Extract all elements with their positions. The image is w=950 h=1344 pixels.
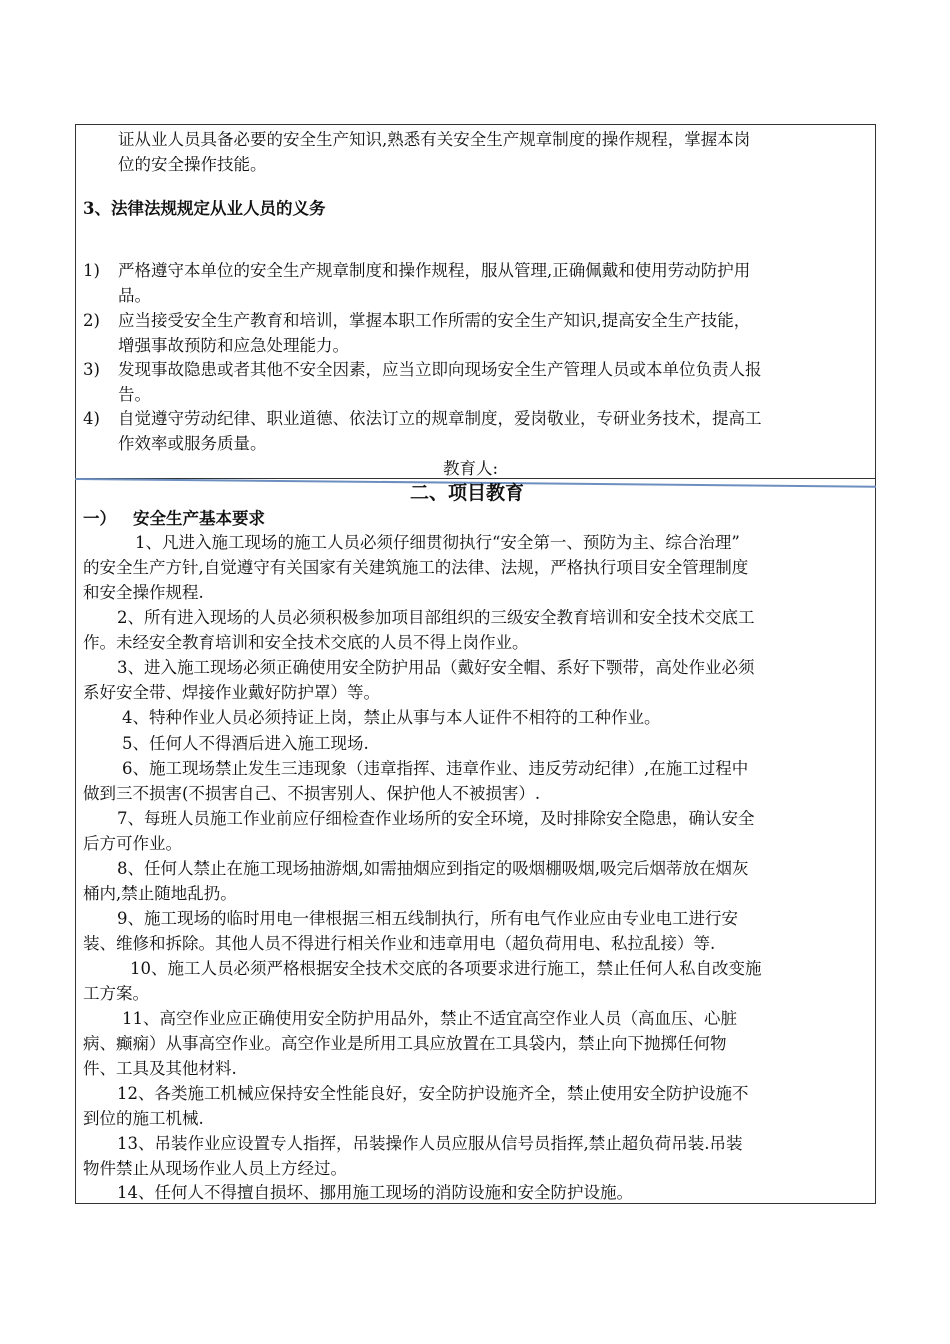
rule-7-line-2: 后方可作业。 — [83, 834, 182, 853]
rule-11-line-2: 病、癫痫）从事高空作业。高空作业是所用工具应放置在工具袋内，禁止向下抛掷任何物 — [83, 1034, 727, 1053]
duty-2-line-1: 应当接受安全生产教育和培训，掌握本职工作所需的安全生产知识,提高安全生产技能， — [118, 311, 751, 330]
rule-11-line-1: 11、高空作业应正确使用安全防护用品外，禁止不适宜高空作业人员（高血压、心脏 — [122, 1009, 737, 1028]
rule-13-line-2: 物件禁止从现场作业人员上方经过。 — [83, 1159, 347, 1178]
project-education-title: 二、项目教育 — [410, 482, 525, 504]
subheading-title: 安全生产基本要求 — [133, 509, 265, 528]
duty-3-line-1: 发现事故隐患或者其他不安全因素，应当立即向现场安全生产管理人员或本单位负责人报 — [118, 360, 762, 379]
rule-9-line-1: 9、施工现场的临时用电一律根据三相五线制执行，所有电气作业应由专业电工进行安 — [117, 909, 738, 928]
intro-line-1: 证从业人员具备必要的安全生产知识,熟悉有关安全生产规章制度的操作规程，掌握本岗 — [118, 130, 751, 149]
rule-7-line-1: 7、每班人员施工作业前应仔细检查作业场所的安全环境，及时排除安全隐患，确认安全 — [117, 809, 755, 828]
rule-1-line-3: 和安全操作规程. — [83, 583, 204, 602]
duty-1-line-1: 严格遵守本单位的安全生产规章制度和操作规程，服从管理,正确佩戴和使用劳动防护用 — [118, 261, 751, 280]
duty-1-num: 1) — [83, 261, 100, 280]
rule-2-line-2: 作。未经安全教育培训和安全技术交底的人员不得上岗作业。 — [83, 633, 529, 652]
rule-12-line-1: 12、各类施工机械应保持安全性能良好，安全防护设施齐全，禁止使用安全防护设施不 — [117, 1084, 749, 1103]
duty-1-line-2: 品。 — [118, 286, 151, 305]
rule-8-line-1: 8、任何人禁止在施工现场抽游烟,如需抽烟应到指定的吸烟棚吸烟,吸完后烟蒂放在烟灰 — [117, 859, 749, 878]
rule-2-line-1: 2、所有进入现场的人员必须积极参加项目部组织的三级安全教育培训和安全技术交底工 — [117, 608, 755, 627]
duty-4-num: 4) — [83, 409, 100, 428]
rule-4-line-1: 4、特种作业人员必须持证上岗，禁止从事与本人证件不相符的工种作业。 — [122, 708, 661, 727]
rule-1-line-1: 1、凡进入施工现场的施工人员必须仔细贯彻执行“安全第一、预防为主、综合治理” — [135, 533, 740, 552]
rule-3-line-2: 系好安全带、焊接作业戴好防护罩）等。 — [83, 683, 380, 702]
rule-9-line-2: 装、维修和拆除。其他人员不得进行相关作业和违章用电（超负荷用电、私拉乱接）等. — [83, 934, 716, 953]
duty-4-line-2: 作效率或服务质量。 — [118, 434, 267, 453]
rule-11-line-3: 件、工具及其他材料. — [83, 1059, 237, 1078]
subheading-number: 一） — [83, 509, 116, 528]
duty-4-line-1: 自觉遵守劳动纪律、职业道德、依法订立的规章制度，爱岗敬业，专研业务技术，提高工 — [118, 409, 762, 428]
rule-6-line-2: 做到三不损害(不损害自己、不损害别人、保护他人不被损害）. — [83, 784, 541, 803]
rule-3-line-1: 3、进入施工现场必须正确使用安全防护用品（戴好安全帽、系好下颚带，高处作业必须 — [117, 658, 755, 677]
rule-10-line-2: 工方案。 — [83, 984, 149, 1003]
rule-5-line-1: 5、任何人不得酒后进入施工现场. — [122, 734, 369, 753]
rule-8-line-2: 桶内,禁止随地乱扔。 — [83, 884, 237, 903]
intro-line-2: 位的安全操作技能。 — [118, 155, 267, 174]
rule-10-line-1: 10、施工人员必须严格根据安全技术交底的各项要求进行施工，禁止任何人私自改变施 — [130, 959, 762, 978]
rule-13-line-1: 13、吊装作业应设置专人指挥，吊装操作人员应服从信号员指挥,禁止超负荷吊装.吊装 — [117, 1134, 743, 1153]
rule-12-line-2: 到位的施工机械. — [83, 1109, 204, 1128]
duties-heading: 3、法律法规规定从业人员的义务 — [83, 199, 326, 218]
duty-2-num: 2) — [83, 311, 100, 330]
educator-label: 教育人: — [443, 459, 499, 478]
duty-2-line-2: 增强事故预防和应急处理能力。 — [118, 336, 349, 355]
rule-14-line-1: 14、任何人不得擅自损坏、挪用施工现场的消防设施和安全防护设施。 — [117, 1183, 633, 1202]
duty-3-line-2: 告。 — [118, 385, 151, 404]
rule-6-line-1: 6、施工现场禁止发生三违现象（违章指挥、违章作业、违反劳动纪律）,在施工过程中 — [122, 759, 749, 778]
rule-1-line-2: 的安全生产方针,自觉遵守有关国家有关建筑施工的法律、法规，严格执行项目安全管理制度 — [83, 558, 749, 577]
duty-3-num: 3) — [83, 360, 100, 379]
